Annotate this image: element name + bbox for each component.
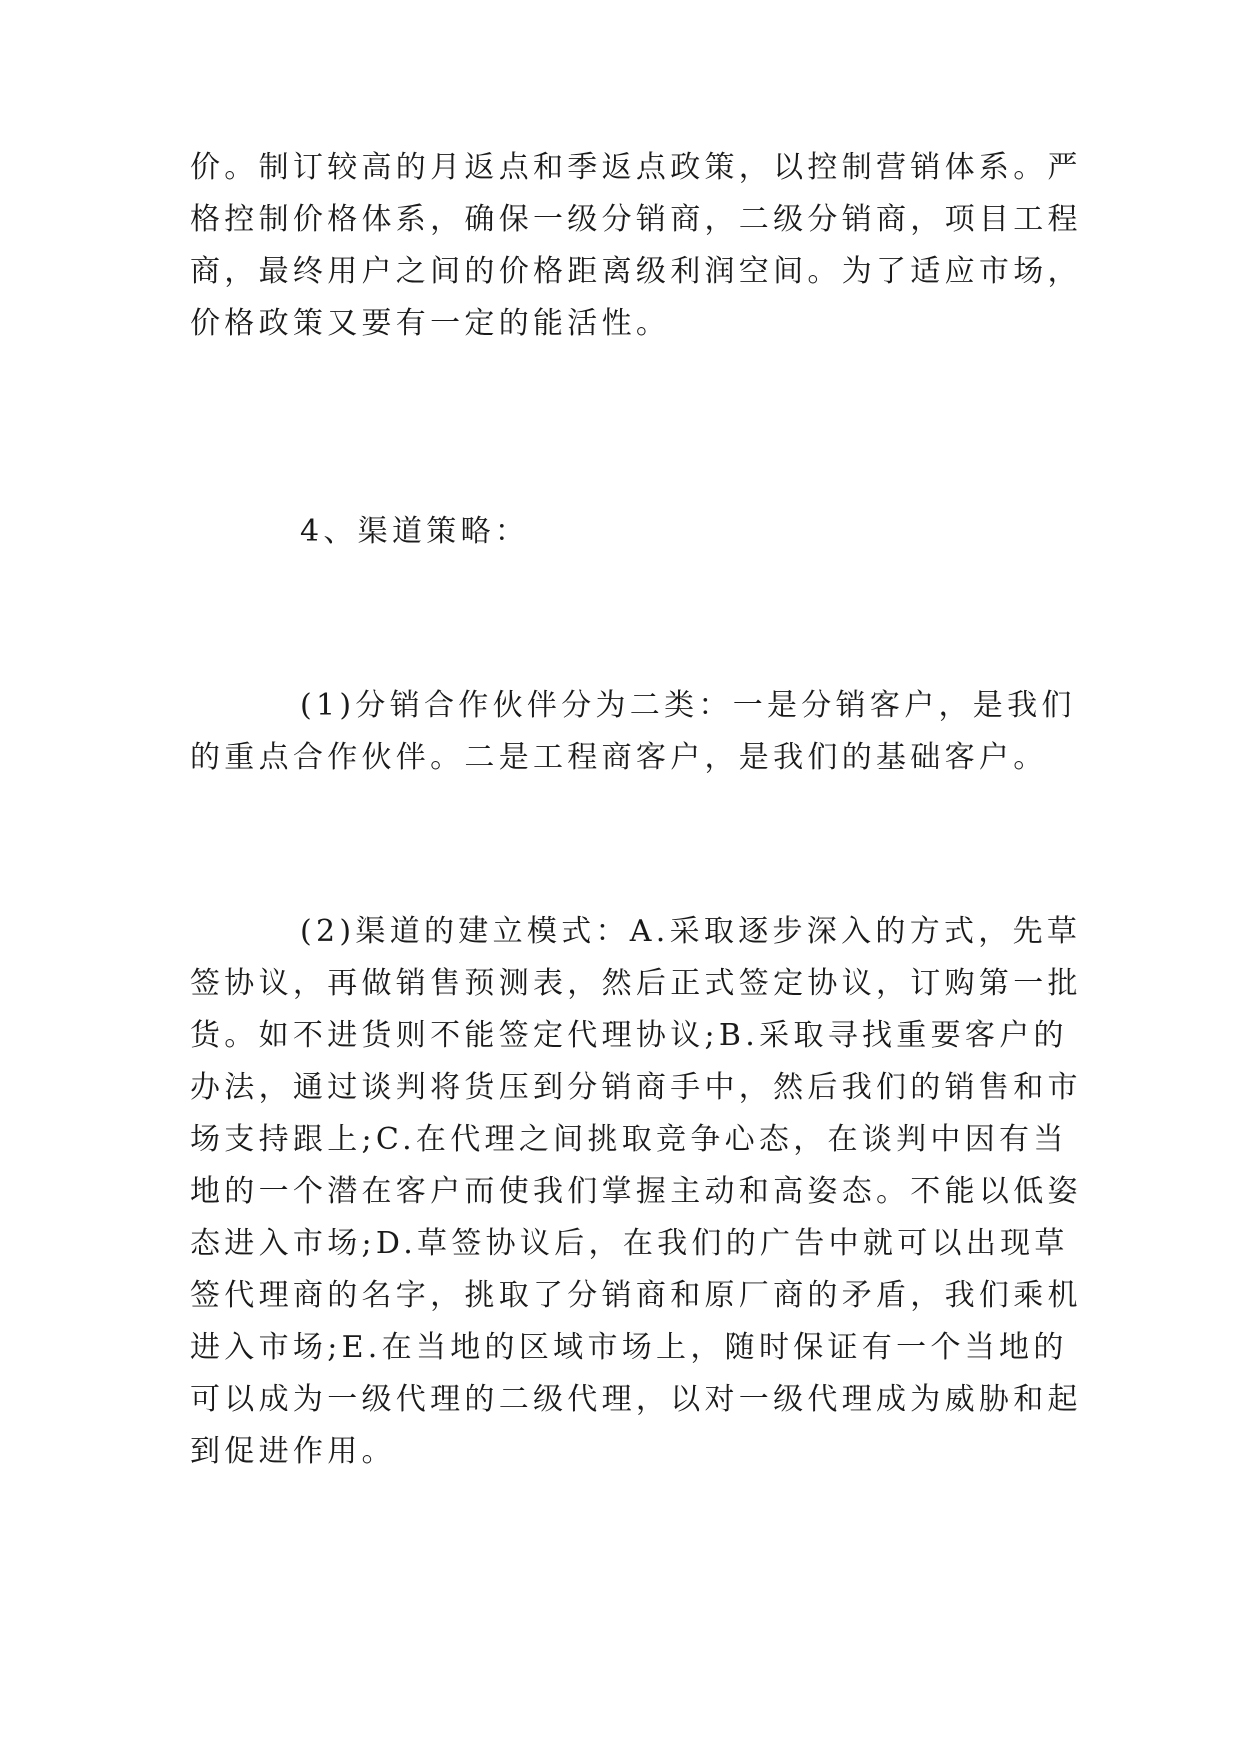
paragraph-3-line-2: 签协议，再做销售预测表，然后正式签定协议，订购第一批 (190, 966, 1082, 1001)
paragraph-2-line-2: 的重点合作伙伴。二是工程商客户，是我们的基础客户。 (190, 740, 1048, 775)
paragraph-3-line-1: (2)渠道的建立模式：A.采取逐步深入的方式，先草 (300, 914, 1082, 949)
paragraph-3-line-7: 态进入市场;D.草签协议后，在我们的广告中就可以出现草 (190, 1226, 1069, 1261)
paragraph-1-line-3: 商，最终用户之间的价格距离级利润空间。为了适应市场， (190, 254, 1082, 289)
paragraph-3-line-10: 可以成为一级代理的二级代理，以对一级代理成为威胁和起 (190, 1382, 1082, 1417)
paragraph-1-line-4: 价格政策又要有一定的能活性。 (190, 306, 671, 341)
paragraph-3-line-5: 场支持跟上;C.在代理之间挑取竞争心态，在谈判中因有当 (190, 1122, 1068, 1157)
paragraph-3-line-3: 货。如不进货则不能签定代理协议;B.采取寻找重要客户的 (190, 1018, 1068, 1053)
paragraph-3-line-6: 地的一个潜在客户而使我们掌握主动和高姿态。不能以低姿 (190, 1174, 1082, 1209)
paragraph-1-line-1: 价。制订较高的月返点和季返点政策，以控制营销体系。严 (190, 150, 1082, 185)
paragraph-2-line-1: (1)分销合作伙伴分为二类：一是分销客户，是我们 (300, 688, 1076, 723)
section-heading: 4、渠道策略： (300, 514, 530, 549)
paragraph-3-line-4: 办法，通过谈判将货压到分销商手中，然后我们的销售和市 (190, 1070, 1082, 1105)
paragraph-3-line-8: 签代理商的名字，挑取了分销商和原厂商的矛盾，我们乘机 (190, 1278, 1082, 1313)
paragraph-3-line-9: 进入市场;E.在当地的区域市场上，随时保证有一个当地的 (190, 1330, 1068, 1365)
paragraph-1-line-2: 格控制价格体系，确保一级分销商，二级分销商，项目工程 (190, 202, 1082, 237)
paragraph-3-line-11: 到促进作用。 (190, 1434, 396, 1469)
